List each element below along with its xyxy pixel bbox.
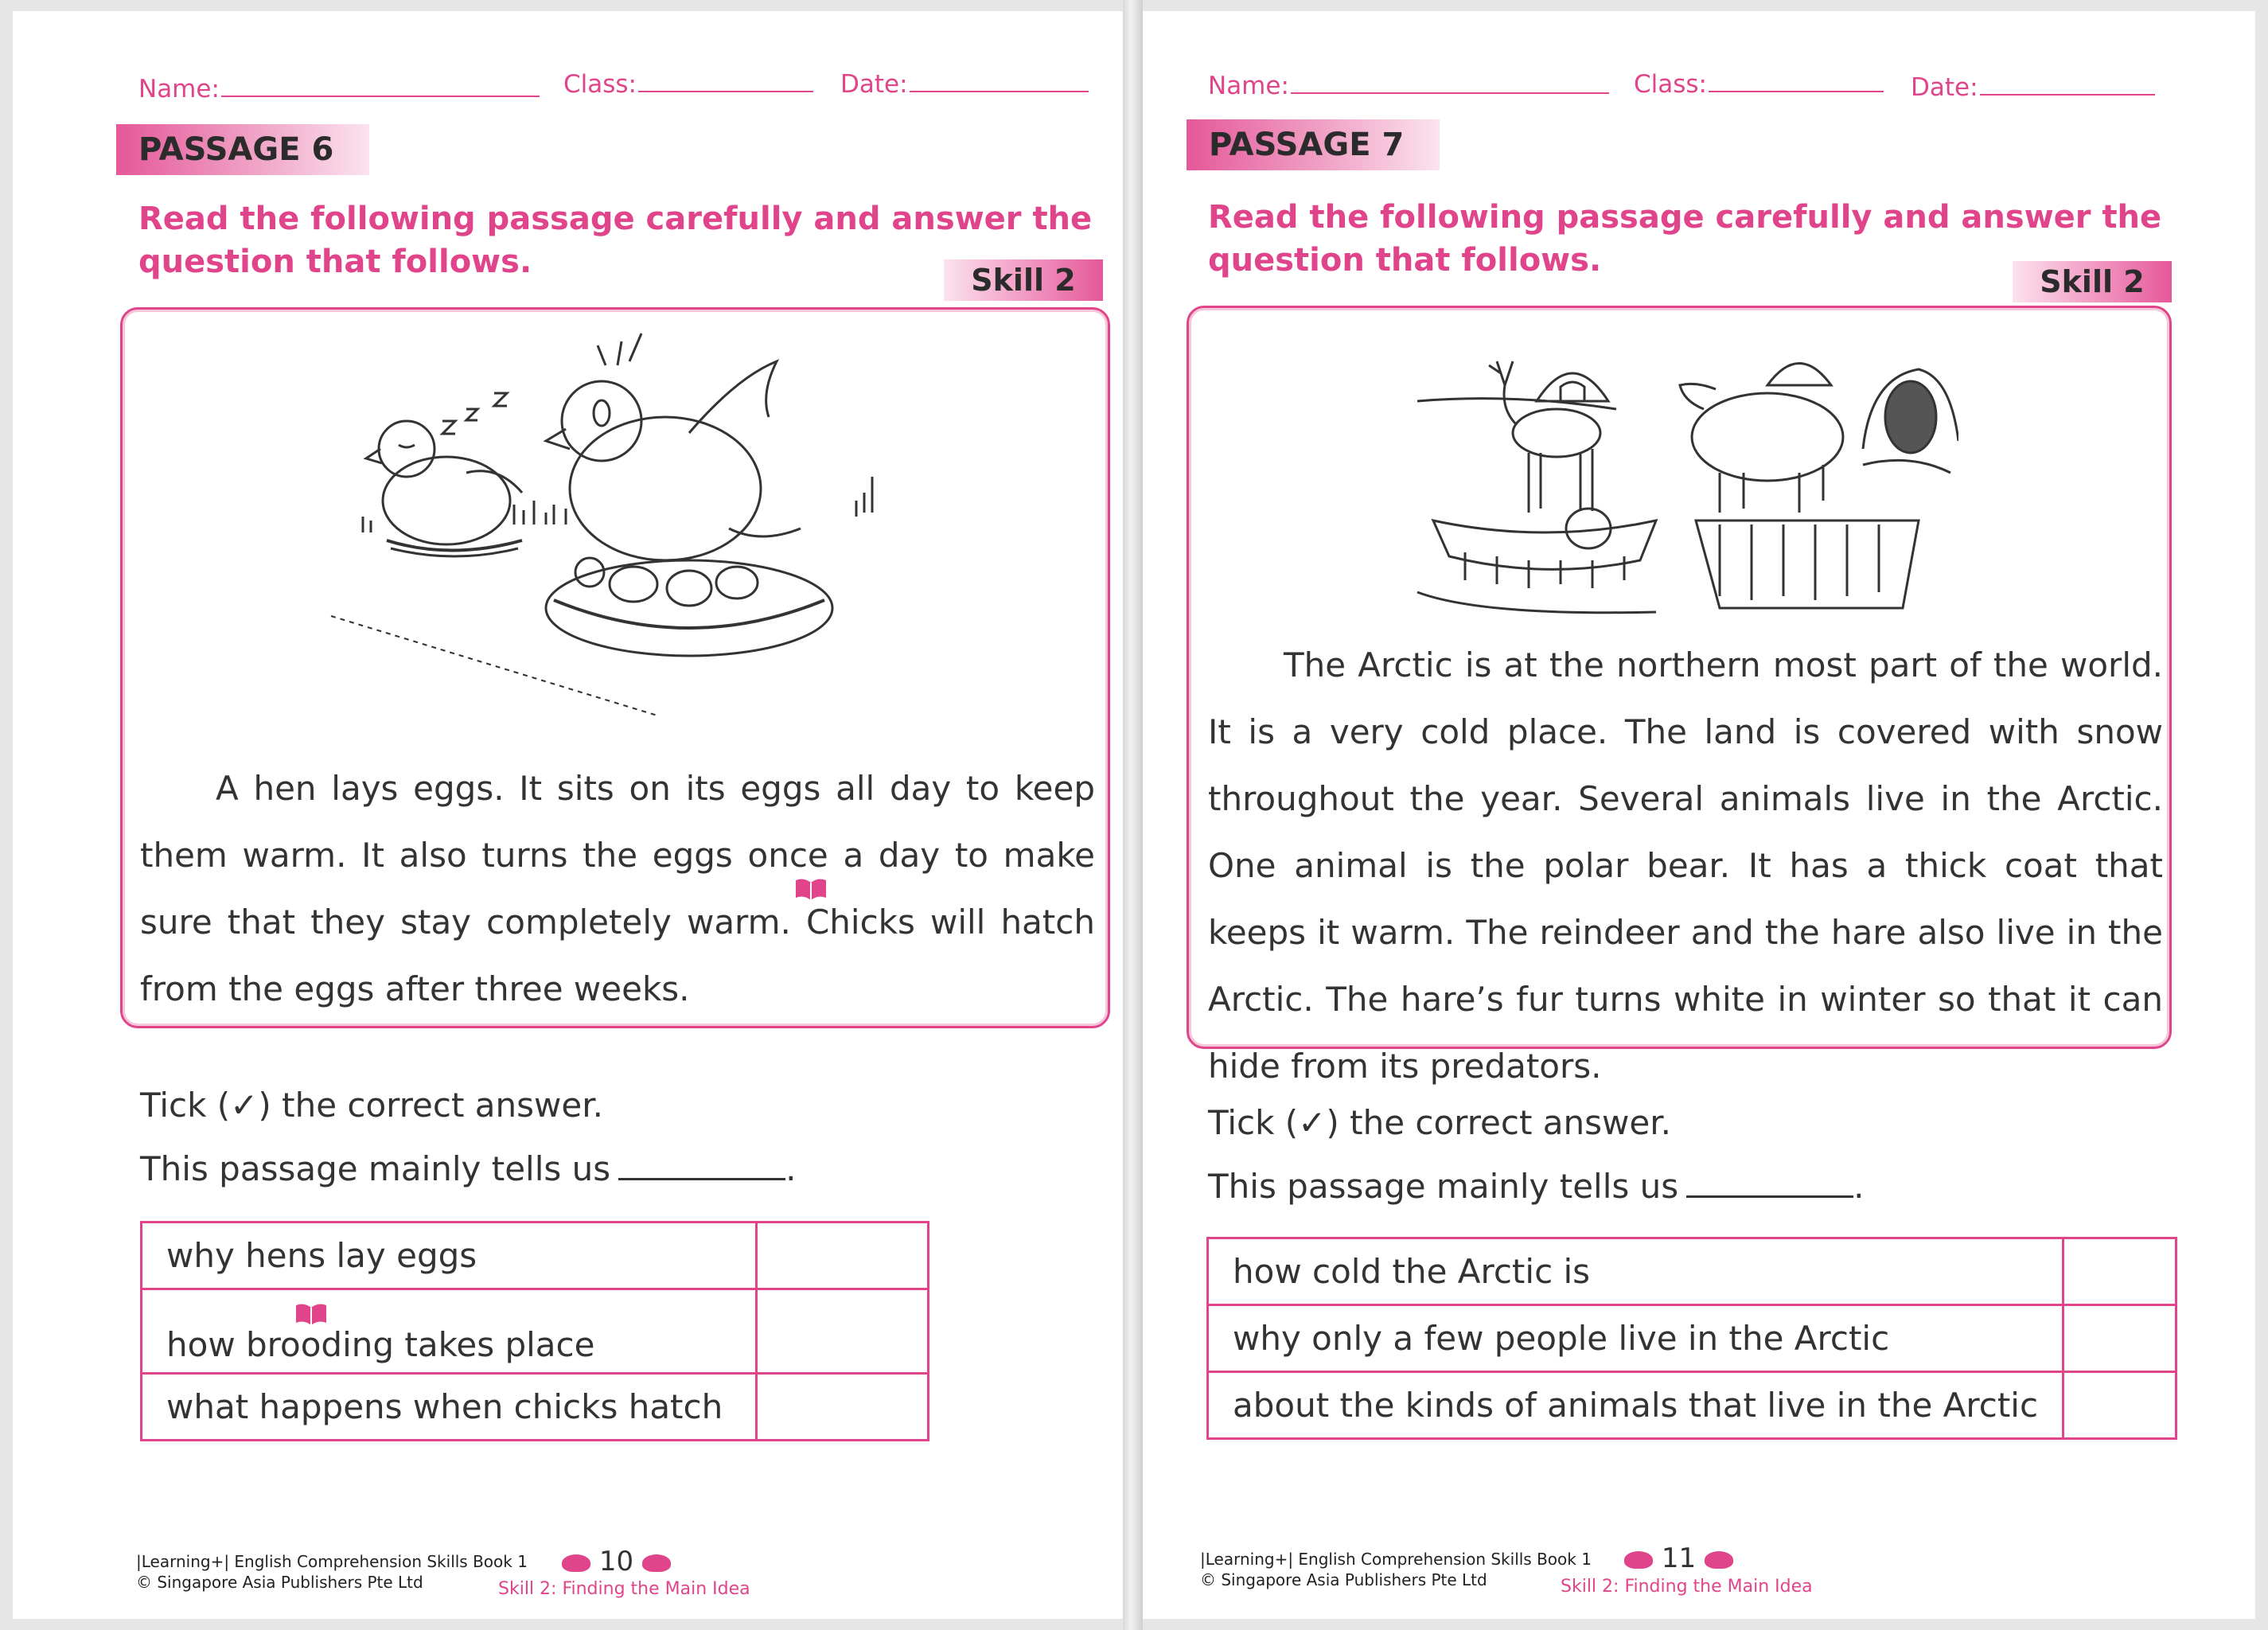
question-text: This passage mainly tells us .: [140, 1149, 797, 1188]
instruction-text: Read the following passage carefully and answer the question that follows.: [138, 201, 1093, 280]
glossary-book-icon[interactable]: [794, 877, 828, 901]
mascot-icon: [562, 1554, 590, 1572]
tick-box[interactable]: [2063, 1372, 2176, 1439]
answer-table: [1206, 1237, 2177, 1440]
mascot-icon: [642, 1554, 671, 1572]
footer-copyright: © Singapore Asia Publishers Pte Ltd: [1200, 1570, 1487, 1589]
answer-option: how cold the Arctic is: [1208, 1238, 2063, 1305]
class-field[interactable]: [563, 70, 813, 99]
date-field[interactable]: [840, 70, 1089, 99]
tick-box[interactable]: [757, 1222, 929, 1289]
table-row: [1208, 1238, 2176, 1305]
table-row: [142, 1289, 929, 1374]
passage-text: The Arctic is at the northern most part of the world. It is a very cold place. The land is covered with snow throughout the year. Several animals live in the Arctic. One animal is the polar bear. It has a thick coat that keeps it warm. The reindeer and the hare also live in the Arctic. The hare’s fur turns white in winter so that it can hide from its predators.: [1208, 645, 2163, 1086]
glossary-book-icon[interactable]: [294, 1302, 328, 1326]
class-field[interactable]: [1634, 70, 1884, 99]
right-page: [1143, 11, 2255, 1619]
class-label: Class:: [563, 70, 637, 99]
tick-instruction: Tick (✓) the correct answer.: [140, 1086, 603, 1125]
table-row: [1208, 1372, 2176, 1439]
tick-instruction: Tick (✓) the correct answer.: [1208, 1103, 1671, 1142]
footer-credits: [1200, 1549, 1592, 1590]
passage-text: A hen lays eggs. It sits on its eggs all day to keep them warm. It also turns the eggs once a day to make sure that they stay completely warm. Chicks will hatch from the eggs after three weeks.: [140, 769, 1095, 1008]
hen-illustration-icon: [315, 330, 928, 743]
book-spine: [1123, 0, 1143, 1630]
table-row: [1208, 1305, 2176, 1372]
tick-box[interactable]: [757, 1374, 929, 1441]
mascot-icon: [1705, 1551, 1733, 1569]
instruction-text: Read the following passage carefully and answer the question that follows.: [1208, 199, 2162, 279]
answer-option: why only a few people live in the Arctic: [1208, 1305, 2063, 1372]
class-label: Class:: [1634, 70, 1708, 99]
footer-book-title: |Learning+| English Comprehension Skills Book 1: [1200, 1550, 1592, 1569]
name-field[interactable]: [1208, 72, 1609, 100]
name-label: Name:: [138, 75, 220, 103]
footer-copyright: © Singapore Asia Publishers Pte Ltd: [136, 1573, 423, 1592]
tick-box[interactable]: [2063, 1238, 2176, 1305]
table-row: [142, 1374, 929, 1441]
passage-title: PASSAGE 6: [116, 124, 369, 175]
tick-box[interactable]: [757, 1289, 929, 1374]
footer-skill: Skill 2: Finding the Main Idea: [1561, 1577, 1813, 1597]
page-number: 10: [562, 1546, 671, 1577]
skill-badge: Skill 2: [944, 259, 1103, 301]
answer-table: [140, 1221, 929, 1441]
date-field[interactable]: [1911, 73, 2155, 102]
arctic-illustration-icon: [1401, 330, 1958, 624]
mascot-icon: [1624, 1551, 1653, 1569]
tick-box[interactable]: [2063, 1305, 2176, 1372]
answer-option: about the kinds of animals that live in the Arctic: [1208, 1372, 2063, 1439]
name-field[interactable]: [138, 75, 540, 103]
answer-option: why hens lay eggs: [142, 1222, 757, 1289]
page-number: 11: [1624, 1542, 1733, 1574]
passage-title: PASSAGE 7: [1187, 119, 1440, 170]
date-label: Date:: [1911, 73, 1978, 102]
footer-credits: [136, 1551, 528, 1593]
answer-option: how brooding takes place: [142, 1289, 757, 1374]
date-label: Date:: [840, 70, 908, 99]
left-page: [13, 11, 1123, 1619]
skill-badge: Skill 2: [2013, 261, 2172, 302]
name-label: Name:: [1208, 72, 1289, 100]
footer-skill: Skill 2: Finding the Main Idea: [498, 1579, 750, 1599]
question-text: This passage mainly tells us .: [1208, 1167, 1865, 1206]
footer-book-title: |Learning+| English Comprehension Skills Book 1: [136, 1552, 528, 1571]
table-row: [142, 1222, 929, 1289]
answer-option: what happens when chicks hatch: [142, 1374, 757, 1441]
